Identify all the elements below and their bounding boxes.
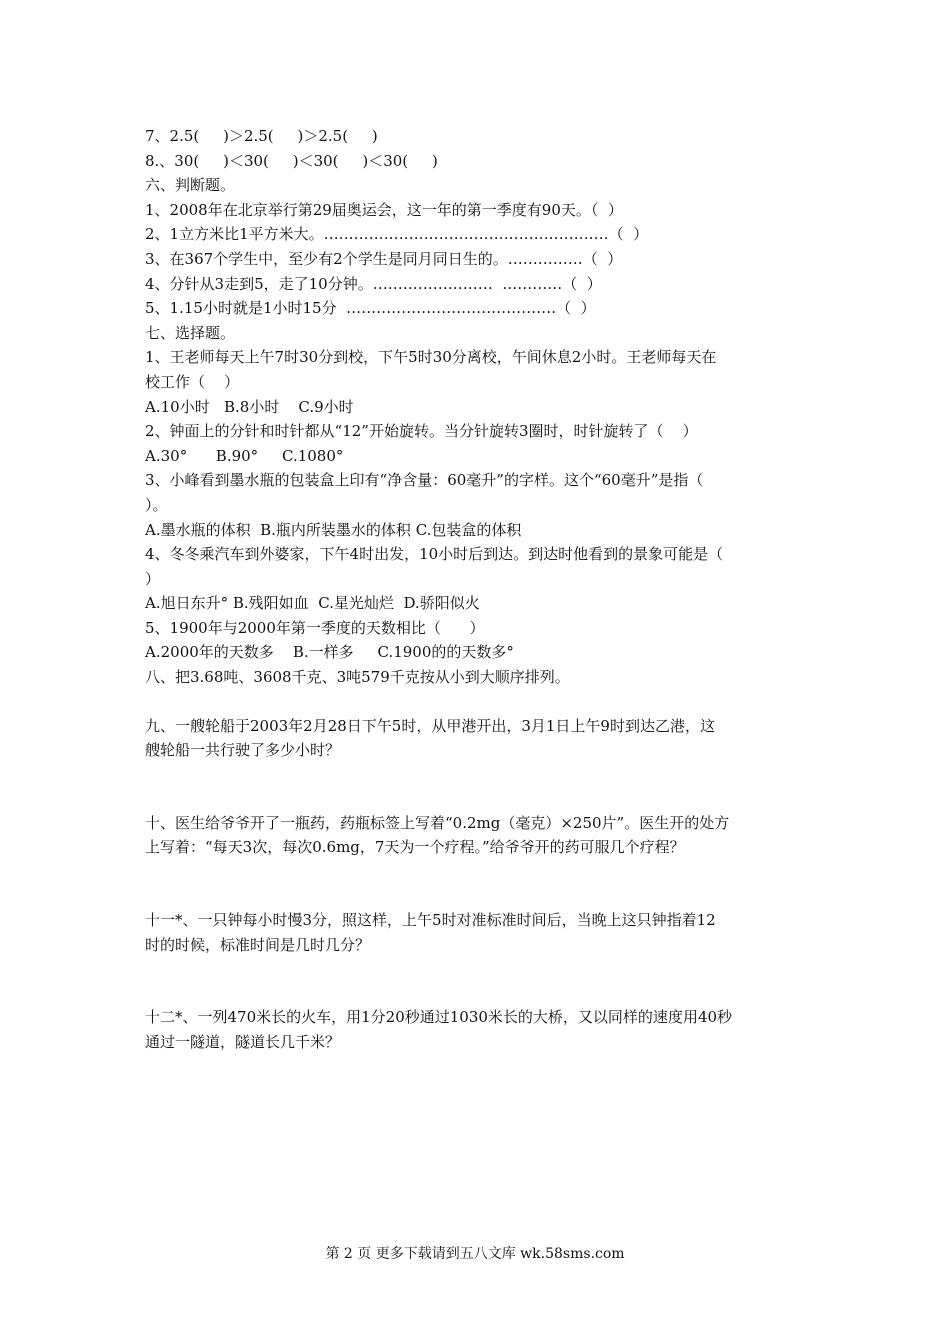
text-line: 7、2.5( )＞2.5( )＞2.5( ) — [145, 127, 378, 145]
answer-space — [145, 860, 810, 908]
text-line: 十一*、一只钟每小时慢3分，照这样，上午5时对准标准时间后，当晚上这只钟指着12 — [145, 911, 716, 930]
text-line: ） — [145, 569, 161, 588]
text-line: 十、医生给爷爷开了一瓶药，药瓶标签上写着“0.2mg（毫克）×250片”。医生开的处方 — [145, 813, 730, 832]
text-line: 2、钟面上的分针和时针都从“12”开始旋转。当分针旋转3圈时，时针旋转了（ ） — [145, 422, 698, 441]
text-line: 4、分针从3走到5，走了10分钟。…………………… …………（ ） — [145, 274, 602, 293]
question-9 — [145, 714, 810, 763]
answer-space — [145, 763, 810, 811]
text-line: 4、冬冬乘汽车到外婆家，下午4时出发，10小时后到达。到达时他看到的景象可能是（ — [145, 545, 724, 564]
text-line: 1、王老师每天上午7时30分到校，下午5时30分离校，午间休息2小时。王老师每天在 — [145, 348, 717, 367]
options-line: A.2000年的天数多 B.一样多 C.1900的的天数多° — [145, 643, 514, 662]
text-line: 时的时候，标准时间是几时几分？ — [145, 935, 371, 954]
text-line: 九、一艘轮船于2003年2月28日下午5时，从甲港开出，3月1日上午9时到达乙港，这 — [145, 716, 715, 735]
text-line: 十二*、一列470米长的火车，用1分20秒通过1030米长的大桥，又以同样的速度用40秒 — [145, 1008, 733, 1027]
question-11 — [145, 908, 810, 957]
section-heading: 七、选择题。 — [145, 323, 236, 342]
document-page — [145, 124, 810, 1054]
text-line: 校工作（ ） — [145, 372, 240, 391]
text-line: 艘轮船一共行驶了多少小时？ — [145, 741, 341, 760]
answer-space — [145, 690, 810, 714]
options-line: A.旭日东升° B.残阳如血 C.星光灿烂 D.骄阳似火 — [145, 594, 480, 613]
text-line: 5、1900年与2000年第一季度的天数相比（ ） — [145, 618, 485, 637]
answer-space — [145, 957, 810, 1005]
question-12 — [145, 1005, 810, 1054]
text-line: 通过一隧道，隧道长几千米？ — [145, 1032, 341, 1051]
section-a — [145, 124, 810, 690]
text-line: 1、2008年在北京举行第29届奥运会，这一年的第一季度有90天。（ ） — [145, 200, 623, 219]
text-line: 3、在367个学生中，至少有2个学生是同月同日生的。……………（ ） — [145, 249, 623, 268]
text-line: 5、1.15小时就是1小时15分 ……………………………………（ ） — [145, 299, 596, 318]
question-10 — [145, 811, 810, 860]
options-line: A.10小时 B.8小时 C.9小时 — [145, 397, 354, 416]
text-line: 8.、30( )＜30( )＜30( )＜30( ) — [145, 151, 438, 170]
page-footer: 第 2 页 更多下载请到五八文库 wk.58sms.com — [325, 1246, 625, 1262]
text-line: 上写着：“每天3次，每次0.6mg，7天为一个疗程。”给爷爷开的药可服几个疗程？ — [145, 838, 685, 857]
text-line: 3、小峰看到墨水瓶的包装盒上印有“净含量：60毫升”的字样。这个“60毫升”是指（ — [145, 471, 704, 490]
text-line: ）。 — [145, 495, 168, 514]
section-heading: 八、把3.68吨、3608千克、3吨579千克按从小到大顺序排列。 — [145, 668, 570, 687]
options-line: A.30° B.90° C.1080° — [145, 446, 344, 465]
options-line: A.墨水瓶的体积 B.瓶内所装墨水的体积 C.包装盒的体积 — [145, 520, 522, 539]
section-heading: 六、判断题。 — [145, 176, 236, 195]
text-line: 2、1立方米比1平方米大。…………………………………………………（ ） — [145, 225, 649, 244]
